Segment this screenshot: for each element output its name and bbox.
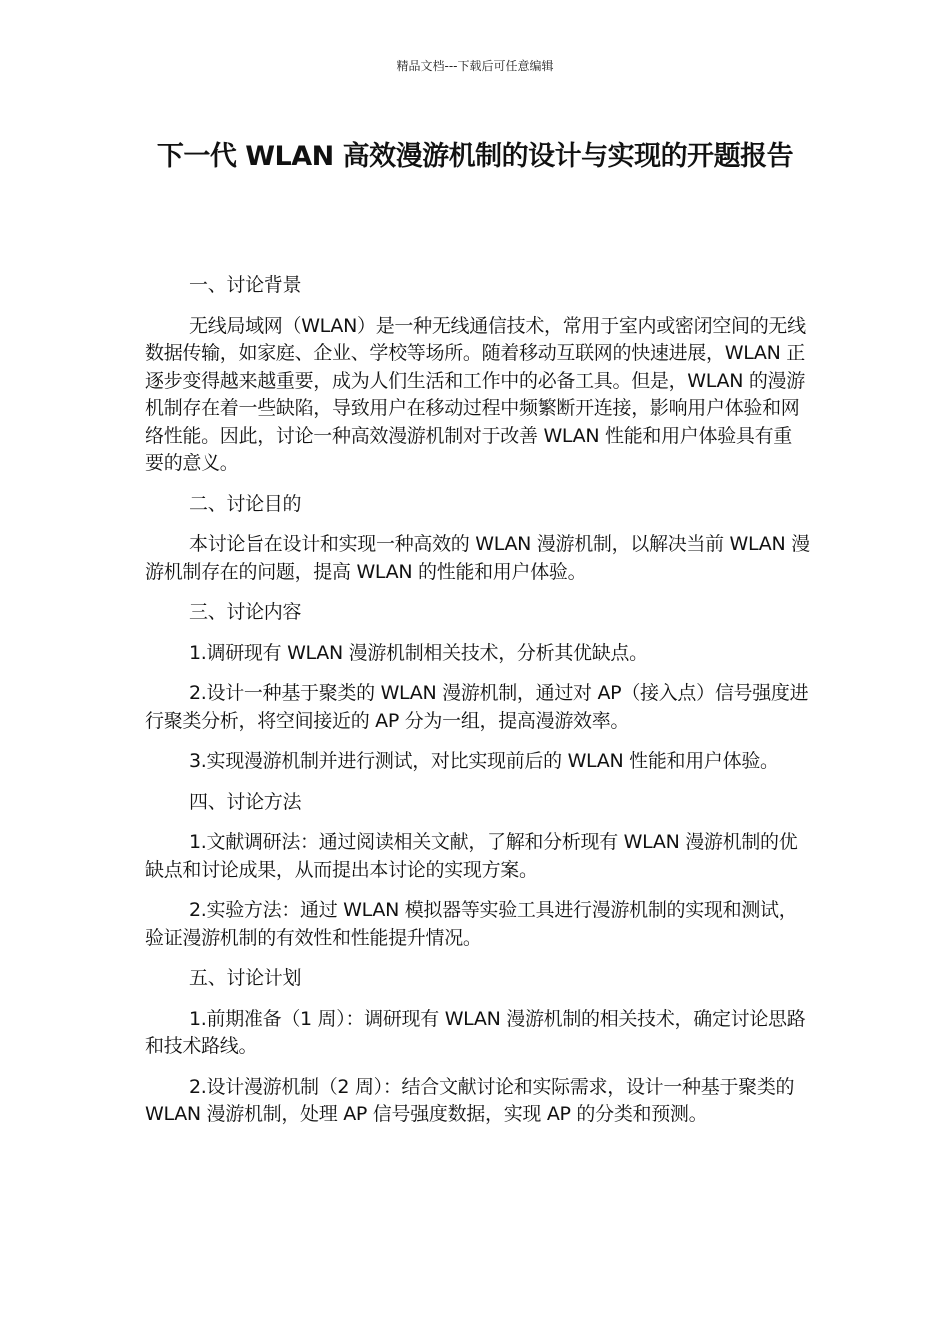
section-heading-content: 三、讨论内容 (189, 601, 302, 623)
plan-item-1: 1.前期准备（1 周）：调研现有 WLAN 漫游机制的相关技术，确定讨论思路和技术路线。 (145, 1007, 806, 1057)
paragraph-background: 无线局域网（WLAN）是一种无线通信技术，常用于室内或密闭空间的无线数据传输，如家庭、企业、学校等场所。随着移动互联网的快速进展，WLAN 正逐步变得越来越重要，成为人们生活和工作中的必备工具。但是，WLAN 的漫游机制存在着一些缺陷，导致用户在移动过程中频繁断开连接，影响用户体验和网络性能。因此，讨论一种高效漫游机制对于改善 WLAN 性能和用户体验具有重要的意义。 (145, 314, 806, 474)
document-body (145, 272, 810, 1142)
content-item-2: 2.设计一种基于聚类的 WLAN 漫游机制，通过对 AP（接入点）信号强度进行聚类分析，将空间接近的 AP 分为一组，提高漫游效率。 (145, 682, 809, 732)
content-item-3: 3.实现漫游机制并进行测试，对比实现前后的 WLAN 性能和用户体验。 (189, 750, 779, 772)
document-title: 下一代 WLAN 高效漫游机制的设计与实现的开题报告 (156, 141, 794, 172)
paragraph-purpose: 本讨论旨在设计和实现一种高效的 WLAN 漫游机制，以解决当前 WLAN 漫游机制存在的问题，提高 WLAN 的性能和用户体验。 (145, 533, 810, 583)
page-header-note: 精品文档---下载后可任意编辑 (396, 59, 554, 73)
method-item-1: 1.文献调研法：通过阅读相关文献，了解和分析现有 WLAN 漫游机制的优缺点和讨论成果，从而提出本讨论的实现方案。 (145, 831, 798, 881)
plan-item-2: 2.设计漫游机制（2 周）：结合文献讨论和实际需求，设计一种基于聚类的 WLAN 漫游机制，处理 AP 信号强度数据，实现 AP 的分类和预测。 (145, 1075, 795, 1125)
method-item-2: 2.实验方法：通过 WLAN 模拟器等实验工具进行漫游机制的实现和测试，验证漫游机制的有效性和性能提升情况。 (145, 899, 798, 949)
section-heading-plan: 五、讨论计划 (189, 967, 302, 989)
section-heading-purpose: 二、讨论目的 (189, 492, 302, 515)
section-heading-background: 一、讨论背景 (189, 274, 302, 296)
section-heading-methods: 四、讨论方法 (189, 790, 302, 813)
content-item-1: 1.调研现有 WLAN 漫游机制相关技术，分析其优缺点。 (189, 641, 648, 664)
